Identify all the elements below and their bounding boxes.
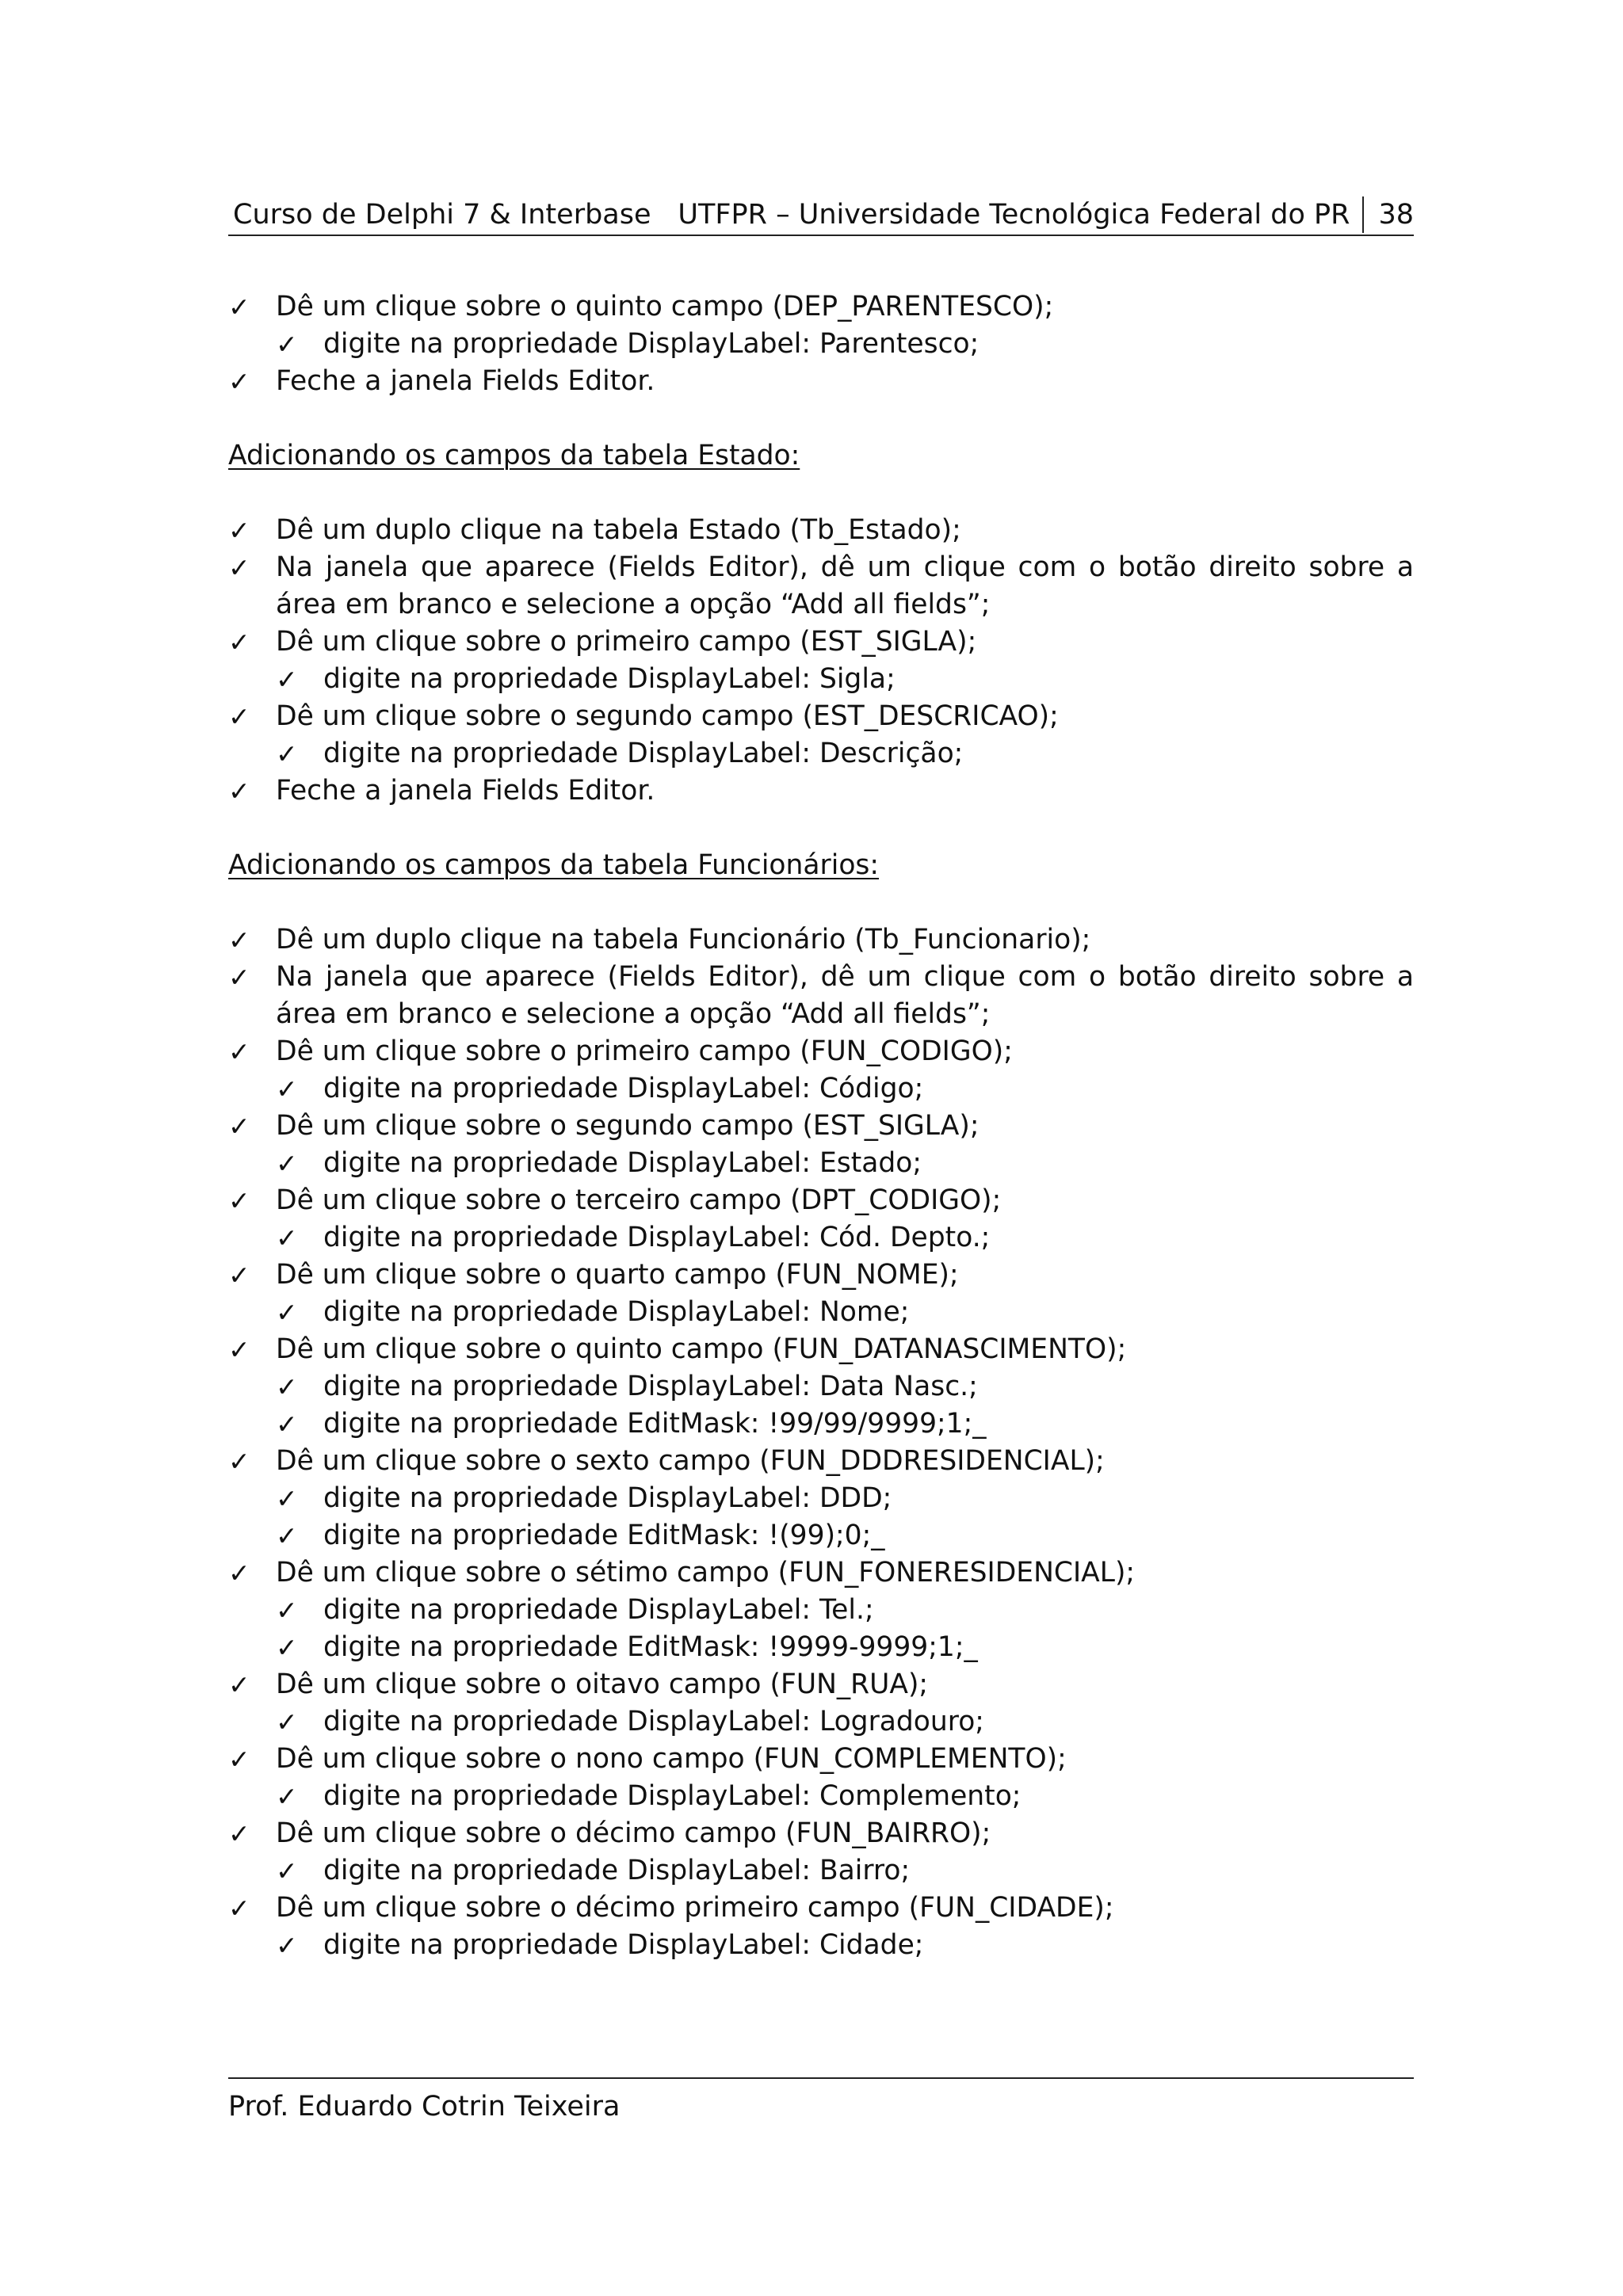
list-item-text: digite na propriedade DisplayLabel: Logradouro; [323,1706,984,1737]
list-item-text: digite na propriedade DisplayLabel: Nome; [323,1296,910,1328]
sub-list-item [228,1629,1414,1666]
checkmark-icon: ✓ [228,552,250,583]
sub-list-item [228,1778,1414,1815]
list-item-text: digite na propriedade DisplayLabel: Cidade; [323,1929,924,1961]
checkmark-icon: ✓ [228,1558,250,1589]
list-item-text: digite na propriedade EditMask: !(99);0;_ [323,1520,885,1551]
list-item [228,772,1414,810]
checkmark-icon: ✓ [276,1707,298,1737]
sub-list-item [228,1852,1414,1890]
checkmark-icon: ✓ [276,1781,298,1812]
checkmark-icon: ✓ [228,1260,250,1291]
list-item [228,959,1414,1033]
list-item-text: Dê um clique sobre o nono campo (FUN_COMPLEMENTO); [276,1743,1067,1775]
sub-list-item [228,326,1414,363]
sub-list-item [228,1405,1414,1443]
list-item-text: Dê um clique sobre o oitavo campo (FUN_RUA); [276,1669,929,1700]
course-title: Curso de Delphi 7 & Interbase [233,199,651,231]
document-body [228,288,1414,1964]
checkmark-icon: ✓ [228,1185,250,1216]
sub-list-item [228,1145,1414,1182]
section-heading: Adicionando os campos da tabela Funcionários: [228,849,880,881]
list-item-text: Dê um duplo clique na tabela Estado (Tb_Estado); [276,514,961,546]
list-item [228,1108,1414,1145]
list-item-text: Feche a janela Fields Editor. [276,775,655,807]
list-item-text: Na janela que aparece (Fields Editor), dê um clique com o botão direito sobre a área em branco e selecione a opção “Add all fields”; [276,961,1414,1030]
checkmark-icon: ✓ [228,776,250,807]
checkmark-icon: ✓ [228,1446,250,1477]
institution-name: UTFPR – Universidade Tecnológica Federal do PR [678,199,1350,231]
checkmark-icon: ✓ [228,1036,250,1067]
checkmark-icon: ✓ [276,1371,298,1402]
header-separator [1362,196,1364,233]
list-item [228,1554,1414,1592]
checkmark-icon: ✓ [276,1855,298,1886]
list-item-text: Dê um clique sobre o quinto campo (FUN_DATANASCIMENTO); [276,1333,1127,1365]
list-item-text: Dê um clique sobre o segundo campo (EST_DESCRICAO); [276,700,1059,732]
list-item-text: Dê um clique sobre o primeiro campo (FUN_CODIGO); [276,1035,1013,1067]
page-number: 38 [1378,199,1414,231]
list-item-text: Dê um clique sobre o sétimo campo (FUN_FONERESIDENCIAL); [276,1557,1136,1589]
sub-list-item [228,1480,1414,1517]
list-item-text: digite na propriedade DisplayLabel: Parentesco; [323,328,980,360]
list-item [228,363,1414,400]
list-item-text: digite na propriedade DisplayLabel: Código; [323,1073,924,1104]
checkmark-icon: ✓ [276,738,298,769]
list-item-text: Dê um clique sobre o quinto campo (DEP_PARENTESCO); [276,291,1054,322]
checkmark-icon: ✓ [228,515,250,546]
section-2 [228,847,1414,1964]
list-item-text: Dê um clique sobre o primeiro campo (EST_SIGLA); [276,626,977,658]
checkmark-icon: ✓ [276,1409,298,1440]
section-heading: Adicionando os campos da tabela Estado: [228,440,800,471]
checkmark-icon: ✓ [276,1595,298,1626]
list-item-text: digite na propriedade DisplayLabel: Descrição; [323,738,964,769]
list-item [228,1033,1414,1070]
list-item [228,624,1414,661]
checkmark-icon: ✓ [228,701,250,732]
sub-list-item [228,1294,1414,1331]
header-right [678,195,1414,235]
checkmark-icon: ✓ [276,1520,298,1551]
checkmark-icon: ✓ [276,1074,298,1104]
checkmark-icon: ✓ [228,1334,250,1365]
list-item [228,1666,1414,1703]
checkmark-icon: ✓ [276,1483,298,1514]
sub-list-item [228,1703,1414,1741]
list-item [228,1443,1414,1480]
list-item-text: Feche a janela Fields Editor. [276,365,655,397]
list-item-text: digite na propriedade DisplayLabel: Bairro; [323,1855,911,1886]
checkmark-icon: ✓ [276,664,298,695]
checkmark-icon: ✓ [228,366,250,397]
sub-list-item [228,1592,1414,1629]
list-item [228,1815,1414,1852]
list-item-text: digite na propriedade DisplayLabel: Complemento; [323,1780,1022,1812]
checkmark-icon: ✓ [228,1818,250,1849]
sub-list-item [228,1927,1414,1964]
checkmark-icon: ✓ [276,1930,298,1961]
list-item-text: Dê um clique sobre o décimo campo (FUN_BAIRRO); [276,1817,991,1849]
list-item [228,512,1414,549]
list-item [228,1331,1414,1368]
page-footer [228,2077,1414,2126]
checkmark-icon: ✓ [276,329,298,360]
checkmark-icon: ✓ [276,1148,298,1179]
checkmark-icon: ✓ [228,1669,250,1700]
checkmark-icon: ✓ [228,1744,250,1775]
list-item-text: digite na propriedade DisplayLabel: DDD; [323,1482,892,1514]
sub-list-item [228,1219,1414,1257]
checkmark-icon: ✓ [276,1297,298,1328]
sub-list-item [228,1517,1414,1554]
list-item-text: Dê um duplo clique na tabela Funcionário (Tb_Funcionario); [276,924,1091,955]
list-item [228,1890,1414,1927]
checkmark-icon: ✓ [228,1111,250,1142]
list-item [228,1182,1414,1219]
list-item-text: Dê um clique sobre o quarto campo (FUN_NOME); [276,1259,959,1291]
checkmark-icon: ✓ [228,962,250,993]
checkmark-icon: ✓ [276,1222,298,1253]
checkmark-icon: ✓ [228,292,250,322]
list-item [228,921,1414,959]
list-item-text: digite na propriedade DisplayLabel: Sigla; [323,663,896,695]
checkmark-icon: ✓ [276,1632,298,1663]
list-item [228,1257,1414,1294]
author-name: Prof. Eduardo Cotrin Teixeira [228,2091,621,2122]
sub-list-item [228,661,1414,698]
sub-list-item [228,735,1414,772]
list-item-text: digite na propriedade DisplayLabel: Estado; [323,1147,922,1179]
list-item [228,698,1414,735]
list-item-text: digite na propriedade DisplayLabel: Tel.; [323,1594,874,1626]
list-item-text: digite na propriedade EditMask: !9999-9999;1;_ [323,1631,978,1663]
sub-list-item [228,1368,1414,1405]
section-0 [228,288,1414,400]
list-item-text: Na janela que aparece (Fields Editor), dê um clique com o botão direito sobre a área em branco e selecione a opção “Add all fields”; [276,551,1414,620]
list-item [228,288,1414,326]
list-item-text: digite na propriedade DisplayLabel: Data Nasc.; [323,1371,978,1402]
list-item-text: digite na propriedade DisplayLabel: Cód. Depto.; [323,1222,991,1253]
list-item [228,549,1414,624]
page-header [228,195,1414,236]
list-item-text: Dê um clique sobre o décimo primeiro campo (FUN_CIDADE); [276,1892,1114,1924]
sub-list-item [228,1070,1414,1108]
list-item-text: Dê um clique sobre o sexto campo (FUN_DDDRESIDENCIAL); [276,1445,1105,1477]
section-1 [228,437,1414,810]
list-item-text: Dê um clique sobre o terceiro campo (DPT_CODIGO); [276,1184,1002,1216]
list-item [228,1741,1414,1778]
checkmark-icon: ✓ [228,925,250,955]
list-item-text: digite na propriedade EditMask: !99/99/9999;1;_ [323,1408,987,1440]
list-item-text: Dê um clique sobre o segundo campo (EST_SIGLA); [276,1110,980,1142]
checkmark-icon: ✓ [228,627,250,658]
checkmark-icon: ✓ [228,1893,250,1924]
